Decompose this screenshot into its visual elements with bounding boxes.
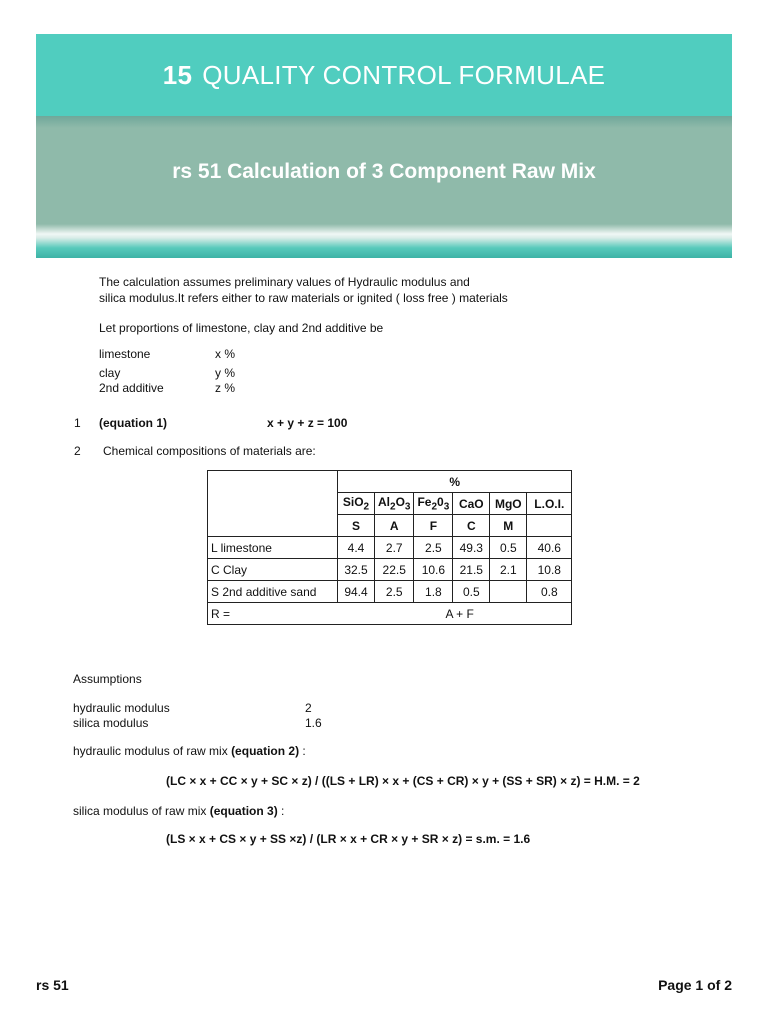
chapter-title [36,34,732,116]
proportion-name: limestone [99,347,151,361]
table-cell: 10.6 [414,559,453,581]
section-title: rs 51 Calculation of 3 Component Raw Mix [172,160,596,183]
percent-header: % [338,471,572,493]
table-cell: 21.5 [453,559,490,581]
step-1-label: (equation 1) [99,416,167,430]
sm-label: silica modulus [73,716,149,730]
table-cell: 40.6 [527,537,572,559]
table-cell: 0.5 [490,537,527,559]
table-cell: 32.5 [338,559,375,581]
equation-3-label: (equation 3) [209,804,278,818]
equation-3-formula: (LS × x + CS × y + SS ×z) / (LR × x + CR × y + SR × z) = s.m. = 1.6 [166,832,531,846]
symbol-cell: A [375,515,414,537]
table-cell [490,581,527,603]
table-cell: 22.5 [375,559,414,581]
equation-2-label: (equation 2) [231,744,300,758]
ratio-label: R = [208,603,338,625]
symbol-cell: F [414,515,453,537]
column-header-cao: CaO [453,493,490,515]
row-label: C Clay [208,559,338,581]
footer-page-number: Page 1 of 2 [658,977,732,993]
step-2-number: 2 [74,444,81,458]
table-row [208,537,572,559]
step-2-text: Chemical compositions of materials are: [103,444,316,458]
symbol-cell [527,515,572,537]
proportion-value: x % [215,347,236,361]
assumptions-title: Assumptions [73,672,142,686]
table-row [208,581,572,603]
row-label: S 2nd additive sand [208,581,338,603]
ratio-formula: A + F [338,603,572,625]
proportions-intro: Let proportions of limestone, clay and 2nd additive be [99,321,384,335]
table-header-row [208,471,572,493]
table-cell: 49.3 [453,537,490,559]
table-cell: 2.7 [375,537,414,559]
row-label: L limestone [208,537,338,559]
table-corner-cell [208,471,338,537]
table-cell: 10.8 [527,559,572,581]
sm-value: 1.6 [305,716,322,730]
table-cell: 1.8 [414,581,453,603]
intro-line-2: silica modulus.It refers either to raw materials or ignited ( loss free ) materials [99,291,508,305]
symbol-cell: M [490,515,527,537]
column-header-al2o3: $Al_2O_3$ [375,493,414,515]
proportion-name: 2nd additive [99,381,164,395]
symbol-cell: S [338,515,375,537]
proportion-value: z % [215,381,236,395]
hm-value: 2 [305,701,312,715]
column-header-loi: L.O.I. [527,493,572,515]
sm-raw-mix-line: silica modulus of raw mix (equation 3) : [73,804,285,818]
equation-1: x + y + z = 100 [267,416,348,430]
hm-raw-mix-line: hydraulic modulus of raw mix (equation 2) : [73,744,306,758]
footer-doc-id: rs 51 [36,977,69,993]
table-cell: 2.5 [375,581,414,603]
table-row [208,559,572,581]
hm-label: hydraulic modulus [73,701,170,715]
column-header-mgo: MgO [490,493,527,515]
composition-table [207,470,572,625]
column-header-fe2o3: $Fe_20_3$ [414,493,453,515]
table-cell: 94.4 [338,581,375,603]
table-cell: 0.8 [527,581,572,603]
section-band [36,116,732,258]
table-ratio-row [208,603,572,625]
symbol-cell: C [453,515,490,537]
table-cell: 0.5 [453,581,490,603]
equation-2-formula: (LC × x + CC × y + SC × z) / ((LS + LR) × x + (CS + CR) × y + (SS + SR) × z) = H.M. = 2 [166,774,640,788]
column-header-sio2: SiO$_2$ [338,493,375,515]
table-cell: 2.1 [490,559,527,581]
chapter-number: 15 [162,60,193,90]
step-1-number: 1 [74,416,81,430]
proportion-value: y % [215,366,236,380]
table-cell: 4.4 [338,537,375,559]
chapter-title-text: QUALITY CONTROL FORMULAE [202,60,606,90]
proportion-name: clay [99,366,121,380]
intro-line-1: The calculation assumes preliminary values of Hydraulic modulus and [99,275,470,289]
table-cell: 2.5 [414,537,453,559]
